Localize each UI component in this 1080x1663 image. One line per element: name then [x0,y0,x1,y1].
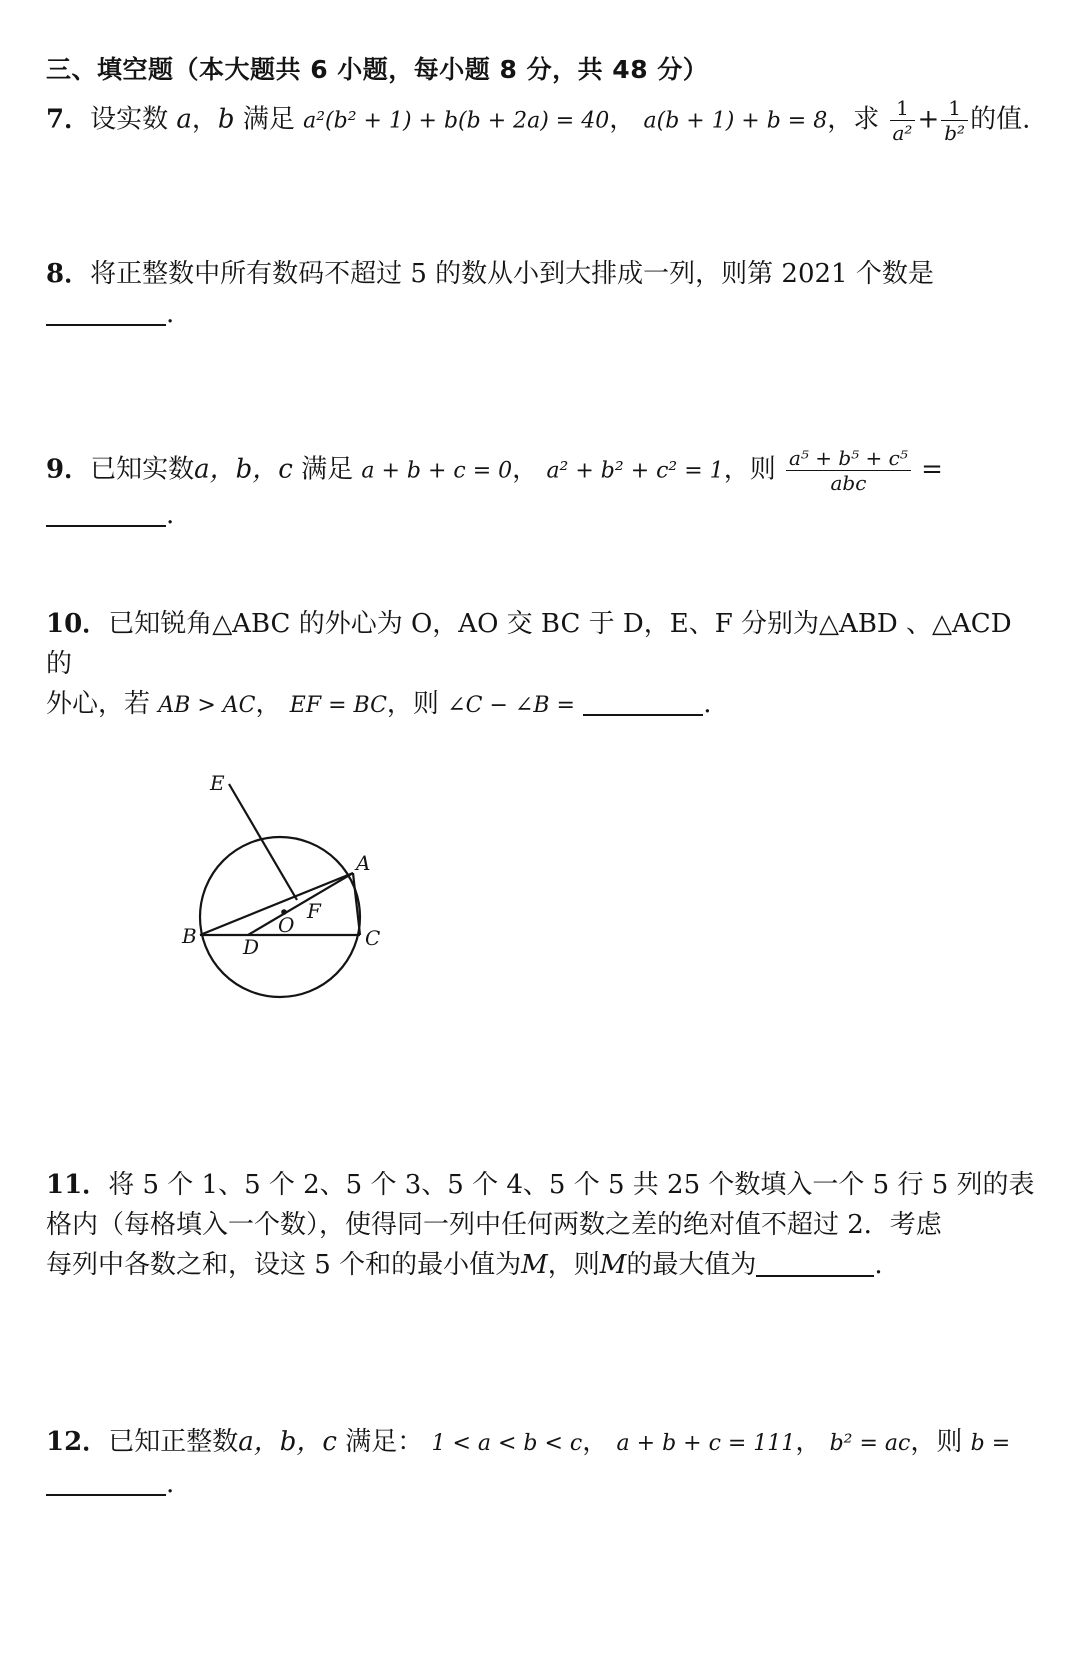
answer-blank[interactable] [756,1249,874,1277]
label-c: C [365,926,381,950]
question-text: 格内（每格填入一个数），使得同一列中任何两数之差的绝对值不超过 2．考虑 [46,1210,942,1240]
question-text: 的最大值为 [626,1250,757,1280]
question-number: 10． [46,609,109,639]
fraction-numerator: a⁵ + b⁵ + c⁵ [786,446,911,471]
question-10 [46,604,1040,726]
equation-2: a(b + 1) + b = 8 [643,108,828,134]
question-text: ，则 [910,1427,963,1457]
variable-m: M [599,1250,627,1280]
period: . [874,1250,883,1280]
label-e: E [210,771,225,795]
question-text: 每列中各数之和，设这 5 个和的最小值为 [46,1250,522,1280]
section-title: 三、填空题（本大题共 6 小题，每小题 8 分，共 48 分） [46,55,709,84]
question-text: ，则 [386,689,439,719]
separator: ， [795,1427,822,1457]
question-text: 将正整数中所有数码不超过 5 的数从小到大排成一列，则第 2021 个数是 [90,259,934,289]
question-text: 将 5 个 1、5 个 2、5 个 3、5 个 4、5 个 5 共 25 个数填入一个 5 行 5 列的表 [108,1170,1035,1200]
condition-2: EF = BC [289,693,387,718]
fraction-numerator: 1 [941,96,968,121]
question-text: 满足 [242,104,295,135]
segment-ad [248,873,353,935]
answer-blank[interactable] [46,1468,166,1496]
question-text: 已知实数 [90,454,195,485]
question-text: 已知锐角△ABC 的外心为 O，AO 交 BC 于 D，E、F 分别为△ABD 、△ACD 的 [46,609,1012,679]
question-text: 设实数 [90,104,169,135]
question-text: 的值. [970,104,1031,135]
answer-expression: b = [970,1431,1011,1456]
question-12 [46,1422,1040,1504]
segment-ab [200,873,353,935]
variables: a，b，c [194,454,293,485]
label-o: O [278,913,295,937]
geometry-figure [170,760,410,1010]
question-text: 满足 [301,454,354,485]
variable-m: M [521,1250,548,1280]
separator: ， [512,454,539,485]
question-text: ，则 [723,454,776,485]
answer-blank[interactable] [46,499,166,527]
question-11 [46,1165,1040,1285]
segment-ef [229,784,297,900]
fraction-denominator: b² [944,121,966,145]
question-8 [46,254,1040,334]
condition-2: a + b + c = 111 [616,1431,796,1456]
fraction-1-over-a2 [890,96,916,145]
period: . [166,500,175,530]
fraction-denominator: a² [892,121,913,145]
period: . [166,299,175,329]
question-text: 外心，若 [46,689,151,719]
period: . [703,689,712,719]
fraction-numerator: 1 [890,96,916,121]
question-7 [46,96,1040,145]
question-number: 11． [46,1170,109,1200]
variable-a: a [176,104,192,135]
question-text: 已知正整数 [108,1427,239,1457]
fraction-power-sum [786,446,911,495]
question-9 [46,446,1040,535]
equals-sign: = [921,454,943,485]
separator: ， [582,1427,609,1457]
condition-1: 1 < a < b < c [431,1431,583,1456]
plus-sign: + [917,104,940,135]
variables: a，b，c [238,1427,337,1457]
question-number: 8． [46,259,91,289]
separator: ， [609,104,636,135]
period: . [166,1469,175,1499]
label-d: D [243,935,260,959]
condition-3: b² = ac [829,1431,911,1456]
label-b: B [182,924,197,948]
label-a: A [356,851,371,875]
angle-expression: ∠C − ∠B = [447,693,575,718]
fraction-1-over-b2 [941,96,968,145]
question-text: ，则 [547,1250,600,1280]
answer-blank[interactable] [46,298,166,326]
question-number: 9． [46,454,91,485]
question-text: 满足： [345,1427,424,1457]
separator: ， [191,104,218,135]
equation-1: a²(b² + 1) + b(b + 2a) = 40 [303,108,610,134]
question-text: ，求 [827,104,880,135]
condition-1: AB > AC [158,693,256,718]
fraction-denominator: abc [830,471,867,495]
variable-b: b [217,104,235,135]
equation-2: a² + b² + c² = 1 [546,458,724,484]
question-number: 7． [46,104,91,135]
equation-1: a + b + c = 0 [361,458,513,484]
question-number: 12． [46,1427,109,1457]
label-f: F [307,899,321,923]
answer-blank[interactable] [583,688,703,716]
separator: ， [255,689,282,719]
